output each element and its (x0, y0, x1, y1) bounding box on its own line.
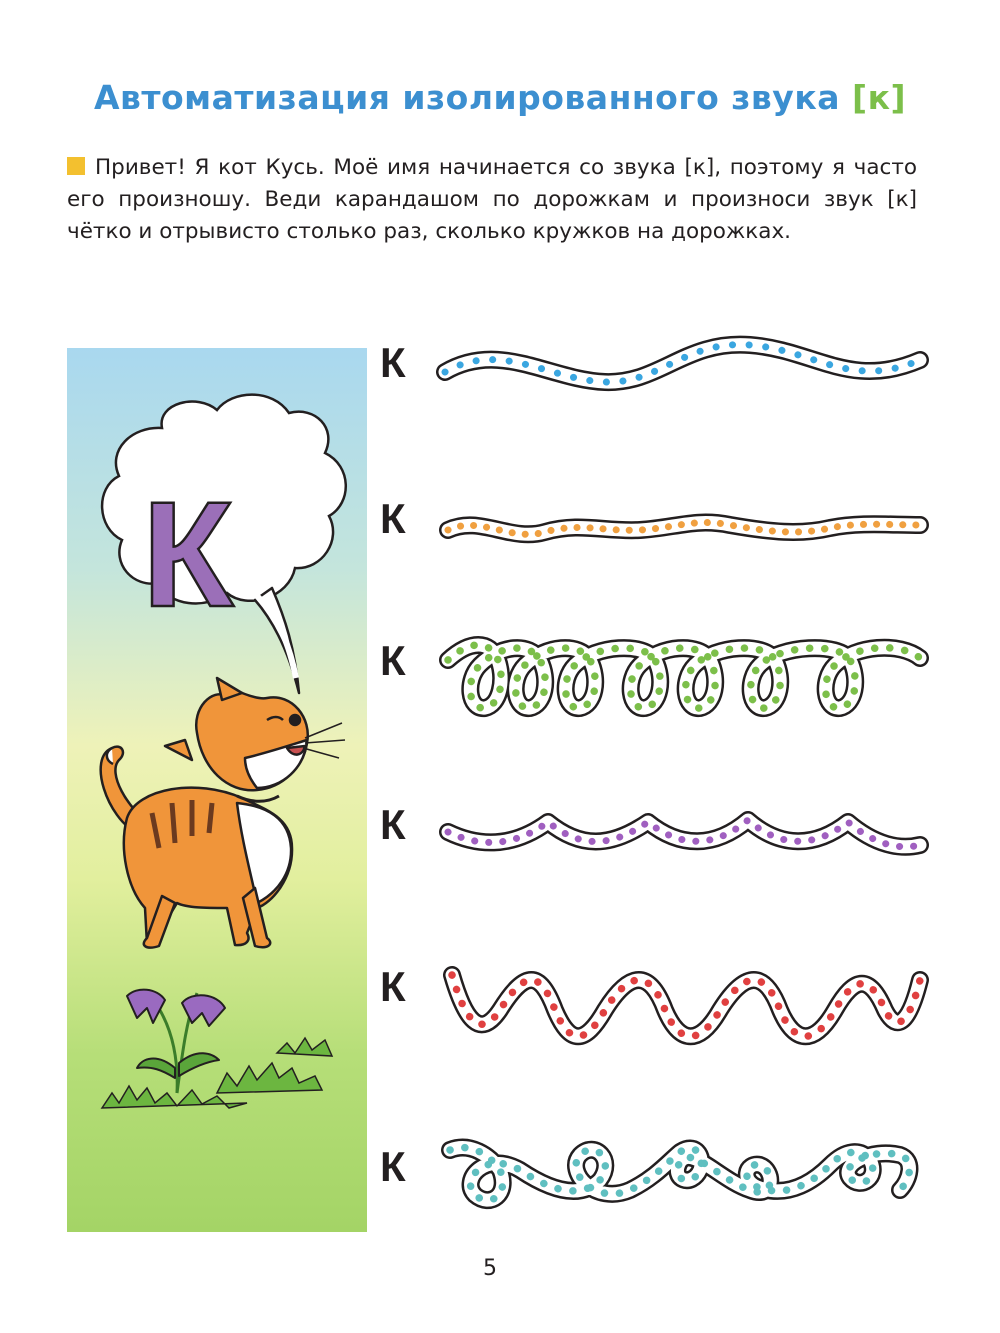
track-label: К (380, 963, 406, 1010)
title-sound: [к] (851, 78, 907, 117)
track-label: К (380, 801, 406, 848)
track-label: К (380, 339, 406, 386)
track-scallops[interactable] (448, 820, 920, 847)
title-text: Автоматизация изолированного звука (93, 78, 840, 117)
track-label: К (380, 637, 406, 684)
intro-text: Привет! Я кот Кусь. Моё имя начинается со звука [к], поэтому я часто его произношу. Веди карандашом по дорожкам и произноси звук [к] чётко и отрывисто столько раз, сколько кружков на дорожках. (67, 155, 917, 244)
track-label: К (380, 1143, 406, 1190)
bubble-letter: К (142, 470, 234, 638)
track-loops[interactable] (448, 645, 920, 708)
track-label: К (380, 495, 406, 542)
page-title (0, 78, 1000, 117)
track-figure-loops[interactable] (450, 1148, 909, 1201)
intro-paragraph (67, 152, 917, 248)
page-number: 5 (483, 1256, 497, 1281)
illustration-panel (67, 348, 367, 1232)
track-wave[interactable] (445, 345, 920, 382)
bullet-square-icon (67, 157, 85, 175)
track-small-wave[interactable] (448, 523, 920, 535)
track-zigzag-wave[interactable] (452, 975, 920, 1036)
tracing-paths (430, 320, 940, 1220)
